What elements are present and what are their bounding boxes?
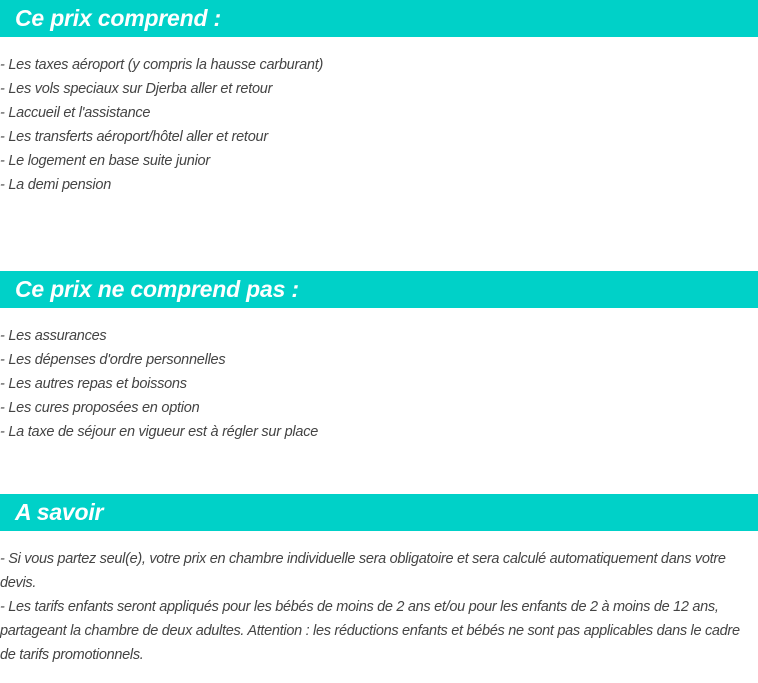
list-item: - Les vols speciaux sur Djerba aller et retour xyxy=(0,81,273,97)
list-item: - Les assurances xyxy=(0,328,107,344)
list-item: - Les dépenses d'ordre personnelles xyxy=(0,352,226,368)
list-item: - Les taxes aéroport (y compris la hausse carburant) xyxy=(0,57,324,73)
section-header-good-to-know: A savoir xyxy=(0,494,758,531)
included-list xyxy=(0,53,758,197)
list-item: - Laccueil et l'assistance xyxy=(0,105,151,121)
list-item: - Les autres repas et boissons xyxy=(0,376,187,392)
section-header-not-included: Ce prix ne comprend pas : xyxy=(0,271,758,308)
list-item: - Le logement en base suite junior xyxy=(0,153,210,169)
not-included-list xyxy=(0,324,758,444)
list-item: - La taxe de séjour en vigueur est à régler sur place xyxy=(0,424,319,440)
list-item: - Les cures proposées en option xyxy=(0,400,200,416)
list-item: - Si vous partez seul(e), votre prix en chambre individuelle sera obligatoire et sera calculé automatiquement dans votre devis. xyxy=(0,551,726,591)
good-to-know-list xyxy=(0,547,752,667)
section-header-included: Ce prix comprend : xyxy=(0,0,758,37)
list-item: - Les tarifs enfants seront appliqués pour les bébés de moins de 2 ans et/ou pour les enfants de 2 à moins de 12 ans, partageant la chambre de deux adultes. Attention : les réductions enfants et bébés ne sont pas applicables dans le cadre de tarifs promotionnels. xyxy=(0,599,740,663)
list-item: - Les transferts aéroport/hôtel aller et retour xyxy=(0,129,268,145)
list-item: - La demi pension xyxy=(0,177,112,193)
